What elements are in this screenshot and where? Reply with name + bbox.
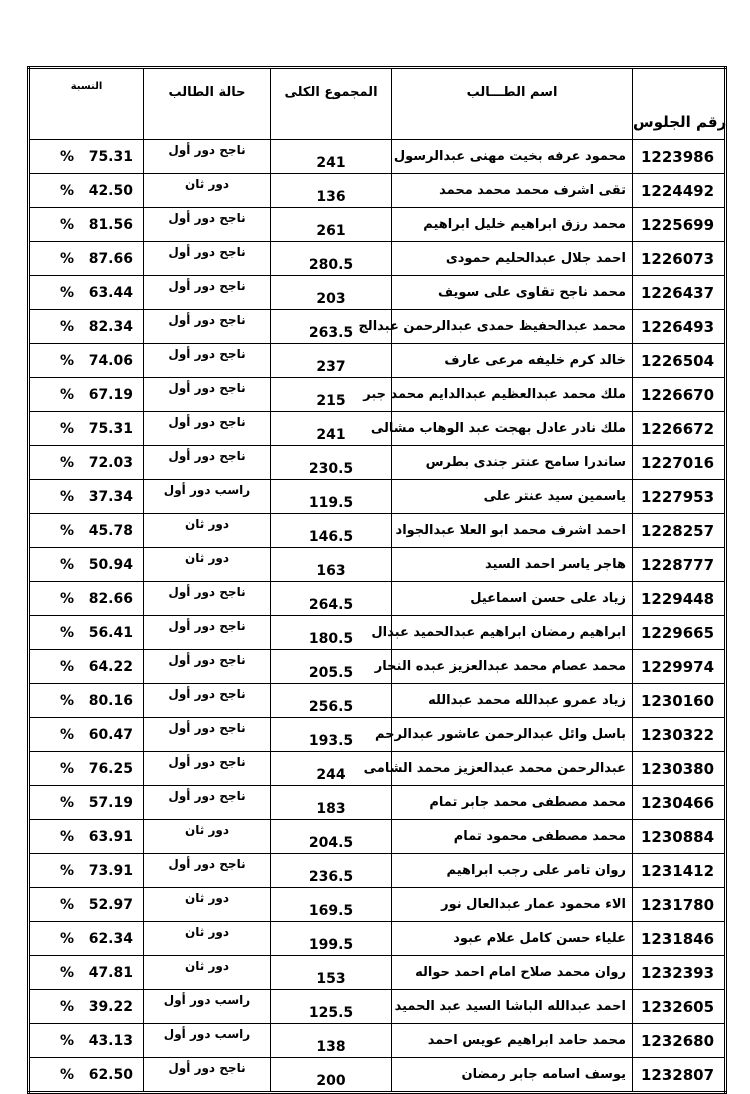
total-cell: 203 <box>271 276 392 310</box>
percent-sign: % <box>60 658 75 675</box>
status-cell: دور ثان <box>144 514 271 548</box>
seat-number-cell: 1229974 <box>633 650 726 684</box>
seat-number-cell: 1226670 <box>633 378 726 412</box>
percent-value: 76.25 <box>88 760 133 777</box>
seat-number-cell: 1232807 <box>633 1058 726 1093</box>
percent-cell <box>29 548 144 582</box>
percent-sign: % <box>60 828 75 845</box>
seat-number-cell: 1230466 <box>633 786 726 820</box>
student-name-cell: ابراهيم رمضان ابراهيم عبدالحميد عبدال <box>392 616 633 650</box>
percent-sign: % <box>60 624 75 641</box>
percent-sign: % <box>60 420 75 437</box>
percent-value: 75.31 <box>88 148 133 165</box>
seat-number-cell: 1231780 <box>633 888 726 922</box>
percent-cell <box>29 378 144 412</box>
table-row <box>29 344 726 378</box>
percent-value: 81.56 <box>88 216 133 233</box>
status-cell: دور ثان <box>144 548 271 582</box>
student-name-cell: خالد كرم خليفه مرعى عارف <box>392 344 633 378</box>
total-cell: 204.5 <box>271 820 392 854</box>
table-row <box>29 310 726 344</box>
percent-sign: % <box>60 1066 75 1083</box>
status-cell: ناجح دور أول <box>144 752 271 786</box>
total-cell: 199.5 <box>271 922 392 956</box>
percent-sign: % <box>60 964 75 981</box>
table-row <box>29 922 726 956</box>
percent-cell <box>29 718 144 752</box>
seat-number-cell: 1228777 <box>633 548 726 582</box>
student-name-cell: محمد مصطفى محمود تمام <box>392 820 633 854</box>
percent-sign: % <box>60 998 75 1015</box>
percent-sign: % <box>60 896 75 913</box>
student-name-cell: احمد جلال عبدالحليم حمودى <box>392 242 633 276</box>
header-seat-number: رقم الجلوس <box>633 68 726 140</box>
seat-number-cell: 1230160 <box>633 684 726 718</box>
percent-cell <box>29 446 144 480</box>
table-row <box>29 582 726 616</box>
total-cell: 261 <box>271 208 392 242</box>
percent-cell <box>29 412 144 446</box>
percent-cell <box>29 310 144 344</box>
seat-number-cell: 1225699 <box>633 208 726 242</box>
total-cell: 263.5 <box>271 310 392 344</box>
percent-cell <box>29 888 144 922</box>
table-row <box>29 208 726 242</box>
percent-value: 64.22 <box>88 658 133 675</box>
header-row <box>29 68 726 140</box>
percent-cell <box>29 582 144 616</box>
total-cell: 256.5 <box>271 684 392 718</box>
percent-value: 63.44 <box>88 284 133 301</box>
status-cell: ناجح دور أول <box>144 854 271 888</box>
table-row <box>29 786 726 820</box>
status-cell: ناجح دور أول <box>144 616 271 650</box>
seat-number-cell: 1228257 <box>633 514 726 548</box>
seat-number-cell: 1231412 <box>633 854 726 888</box>
percent-value: 87.66 <box>88 250 133 267</box>
total-cell: 119.5 <box>271 480 392 514</box>
table-row <box>29 718 726 752</box>
table-row <box>29 480 726 514</box>
percent-value: 60.47 <box>88 726 133 743</box>
student-name-cell: محمد عبدالحفيظ حمدى عبدالرحمن عبدالج <box>392 310 633 344</box>
results-sheet <box>27 66 727 1094</box>
percent-cell <box>29 140 144 174</box>
student-name-cell: احمد عبدالله الباشا السيد عبد الحميد <box>392 990 633 1024</box>
percent-sign: % <box>60 284 75 301</box>
percent-value: 73.91 <box>88 862 133 879</box>
percent-value: 75.31 <box>88 420 133 437</box>
total-cell: 236.5 <box>271 854 392 888</box>
seat-number-cell: 1226493 <box>633 310 726 344</box>
table-row <box>29 684 726 718</box>
seat-number-cell: 1230322 <box>633 718 726 752</box>
percent-cell <box>29 922 144 956</box>
status-cell: ناجح دور أول <box>144 684 271 718</box>
percent-sign: % <box>60 352 75 369</box>
table-row <box>29 956 726 990</box>
table-row <box>29 548 726 582</box>
percent-cell <box>29 650 144 684</box>
percent-sign: % <box>60 590 75 607</box>
percent-value: 56.41 <box>88 624 133 641</box>
percent-value: 50.94 <box>88 556 133 573</box>
percent-sign: % <box>60 250 75 267</box>
percent-sign: % <box>60 1032 75 1049</box>
percent-value: 82.66 <box>88 590 133 607</box>
percent-value: 57.19 <box>88 794 133 811</box>
total-cell: 125.5 <box>271 990 392 1024</box>
student-name-cell: الاء محمود عمار عبدالعال نور <box>392 888 633 922</box>
status-cell: دور ثان <box>144 888 271 922</box>
percent-cell <box>29 514 144 548</box>
student-name-cell: ياسمين سيد عنتر على <box>392 480 633 514</box>
percent-value: 45.78 <box>88 522 133 539</box>
percent-cell <box>29 242 144 276</box>
table-row <box>29 650 726 684</box>
status-cell: راسب دور أول <box>144 990 271 1024</box>
percent-value: 39.22 <box>88 998 133 1015</box>
seat-number-cell: 1226437 <box>633 276 726 310</box>
seat-number-cell: 1226073 <box>633 242 726 276</box>
status-cell: دور ثان <box>144 174 271 208</box>
student-name-cell: باسل وائل عبدالرحمن عاشور عبدالرحم <box>392 718 633 752</box>
table-body <box>29 140 726 1093</box>
total-cell: 200 <box>271 1058 392 1093</box>
student-name-cell: ساندرا سامح عنتر جندى بطرس <box>392 446 633 480</box>
total-cell: 136 <box>271 174 392 208</box>
percent-value: 43.13 <box>88 1032 133 1049</box>
header-percent: النسبة <box>29 68 144 140</box>
status-cell: ناجح دور أول <box>144 718 271 752</box>
percent-value: 37.34 <box>88 488 133 505</box>
results-table <box>27 66 727 1094</box>
percent-sign: % <box>60 794 75 811</box>
header-name: اسم الطـــالب <box>392 68 633 140</box>
student-name-cell: محمود عرفه بخيت مهنى عبدالرسول <box>392 140 633 174</box>
percent-sign: % <box>60 318 75 335</box>
total-cell: 280.5 <box>271 242 392 276</box>
seat-number-cell: 1229665 <box>633 616 726 650</box>
student-name-cell: محمد مصطفى محمد جابر تمام <box>392 786 633 820</box>
status-cell: دور ثان <box>144 922 271 956</box>
percent-value: 63.91 <box>88 828 133 845</box>
percent-cell <box>29 344 144 378</box>
student-name-cell: تقى اشرف محمد محمد محمد <box>392 174 633 208</box>
percent-value: 72.03 <box>88 454 133 471</box>
percent-value: 74.06 <box>88 352 133 369</box>
student-name-cell: روان محمد صلاح امام احمد حواله <box>392 956 633 990</box>
seat-number-cell: 1232393 <box>633 956 726 990</box>
status-cell: ناجح دور أول <box>144 378 271 412</box>
table-row <box>29 1024 726 1058</box>
table-row <box>29 854 726 888</box>
percent-cell <box>29 480 144 514</box>
total-cell: 153 <box>271 956 392 990</box>
table-row <box>29 140 726 174</box>
table-row <box>29 888 726 922</box>
percent-cell <box>29 820 144 854</box>
percent-cell <box>29 786 144 820</box>
percent-value: 62.50 <box>88 1066 133 1083</box>
status-cell: ناجح دور أول <box>144 344 271 378</box>
seat-number-cell: 1229448 <box>633 582 726 616</box>
total-cell: 169.5 <box>271 888 392 922</box>
status-cell: ناجح دور أول <box>144 276 271 310</box>
status-cell: ناجح دور أول <box>144 446 271 480</box>
table-row <box>29 990 726 1024</box>
student-name-cell: محمد عصام محمد عبدالعزيز عبده النجار <box>392 650 633 684</box>
status-cell: دور ثان <box>144 956 271 990</box>
percent-sign: % <box>60 556 75 573</box>
table-row <box>29 276 726 310</box>
header-total: المجموع الكلى <box>271 68 392 140</box>
seat-number-cell: 1232680 <box>633 1024 726 1058</box>
total-cell: 237 <box>271 344 392 378</box>
percent-sign: % <box>60 182 75 199</box>
percent-sign: % <box>60 862 75 879</box>
total-cell: 241 <box>271 140 392 174</box>
seat-number-cell: 1227953 <box>633 480 726 514</box>
table-row <box>29 446 726 480</box>
percent-value: 52.97 <box>88 896 133 913</box>
table-row <box>29 242 726 276</box>
table-row <box>29 820 726 854</box>
total-cell: 180.5 <box>271 616 392 650</box>
percent-sign: % <box>60 488 75 505</box>
table-row <box>29 174 726 208</box>
student-name-cell: احمد اشرف محمد ابو العلا عبدالجواد <box>392 514 633 548</box>
student-name-cell: ملك نادر عادل بهجت عبد الوهاب مشالى <box>392 412 633 446</box>
student-name-cell: علياء حسن كامل علام عبود <box>392 922 633 956</box>
student-name-cell: محمد ناجح تقاوى على سويف <box>392 276 633 310</box>
status-cell: ناجح دور أول <box>144 140 271 174</box>
table-row <box>29 378 726 412</box>
status-cell: ناجح دور أول <box>144 310 271 344</box>
percent-cell <box>29 854 144 888</box>
percent-value: 62.34 <box>88 930 133 947</box>
table-row <box>29 752 726 786</box>
total-cell: 146.5 <box>271 514 392 548</box>
student-name-cell: يوسف اسامه جابر رمضان <box>392 1058 633 1093</box>
status-cell: راسب دور أول <box>144 480 271 514</box>
percent-cell <box>29 616 144 650</box>
total-cell: 138 <box>271 1024 392 1058</box>
student-name-cell: محمد حامد ابراهيم عويس احمد <box>392 1024 633 1058</box>
percent-sign: % <box>60 454 75 471</box>
percent-cell <box>29 208 144 242</box>
percent-value: 67.19 <box>88 386 133 403</box>
seat-number-cell: 1226672 <box>633 412 726 446</box>
total-cell: 215 <box>271 378 392 412</box>
percent-cell <box>29 1024 144 1058</box>
percent-cell <box>29 1058 144 1093</box>
status-cell: ناجح دور أول <box>144 1058 271 1093</box>
percent-cell <box>29 752 144 786</box>
student-name-cell: ملك محمد عبدالعظيم عبدالدايم محمد جبر <box>392 378 633 412</box>
total-cell: 183 <box>271 786 392 820</box>
student-name-cell: زياد عمرو عبدالله محمد عبدالله <box>392 684 633 718</box>
table-row <box>29 1058 726 1093</box>
status-cell: ناجح دور أول <box>144 412 271 446</box>
seat-number-cell: 1223986 <box>633 140 726 174</box>
status-cell: ناجح دور أول <box>144 208 271 242</box>
percent-value: 82.34 <box>88 318 133 335</box>
percent-cell <box>29 956 144 990</box>
status-cell: دور ثان <box>144 820 271 854</box>
student-name-cell: عبدالرحمن محمد عبدالعزيز محمد الشامى <box>392 752 633 786</box>
table-row <box>29 616 726 650</box>
status-cell: ناجح دور أول <box>144 650 271 684</box>
header-status: حالة الطالب <box>144 68 271 140</box>
seat-number-cell: 1224492 <box>633 174 726 208</box>
percent-sign: % <box>60 692 75 709</box>
percent-cell <box>29 174 144 208</box>
percent-sign: % <box>60 522 75 539</box>
percent-sign: % <box>60 726 75 743</box>
student-name-cell: زياد على حسن اسماعيل <box>392 582 633 616</box>
status-cell: ناجح دور أول <box>144 242 271 276</box>
status-cell: ناجح دور أول <box>144 582 271 616</box>
seat-number-cell: 1230380 <box>633 752 726 786</box>
total-cell: 205.5 <box>271 650 392 684</box>
total-cell: 230.5 <box>271 446 392 480</box>
percent-value: 47.81 <box>88 964 133 981</box>
table-row <box>29 412 726 446</box>
percent-cell <box>29 990 144 1024</box>
total-cell: 244 <box>271 752 392 786</box>
total-cell: 241 <box>271 412 392 446</box>
percent-sign: % <box>60 386 75 403</box>
percent-value: 80.16 <box>88 692 133 709</box>
seat-number-cell: 1230884 <box>633 820 726 854</box>
status-cell: ناجح دور أول <box>144 786 271 820</box>
total-cell: 264.5 <box>271 582 392 616</box>
percent-sign: % <box>60 760 75 777</box>
percent-sign: % <box>60 216 75 233</box>
seat-number-cell: 1231846 <box>633 922 726 956</box>
seat-number-cell: 1226504 <box>633 344 726 378</box>
percent-sign: % <box>60 148 75 165</box>
student-name-cell: روان تامر على رجب ابراهيم <box>392 854 633 888</box>
total-cell: 193.5 <box>271 718 392 752</box>
status-cell: راسب دور أول <box>144 1024 271 1058</box>
percent-cell <box>29 276 144 310</box>
total-cell: 163 <box>271 548 392 582</box>
student-name-cell: هاجر ياسر احمد السيد <box>392 548 633 582</box>
student-name-cell: محمد رزق ابراهيم خليل ابراهيم <box>392 208 633 242</box>
percent-sign: % <box>60 930 75 947</box>
percent-cell <box>29 684 144 718</box>
table-row <box>29 514 726 548</box>
percent-value: 42.50 <box>88 182 133 199</box>
seat-number-cell: 1232605 <box>633 990 726 1024</box>
seat-number-cell: 1227016 <box>633 446 726 480</box>
